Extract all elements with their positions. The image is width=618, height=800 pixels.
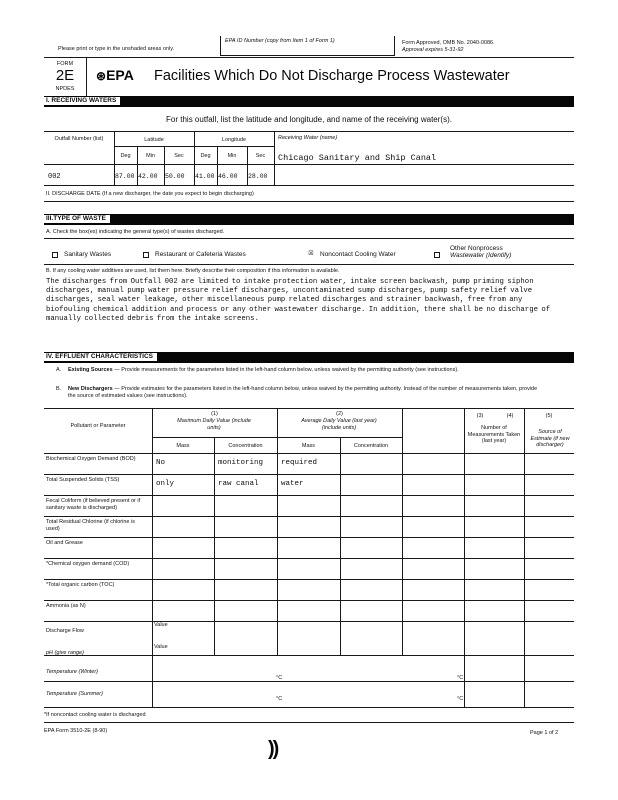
pollutant-name: Total Residual Chlorine (if chlorine is used) (46, 519, 135, 532)
effluent-value-c1[interactable]: monitoring (218, 459, 264, 467)
effluent-table (44, 408, 574, 708)
discharge-flow-value-label: Value (154, 622, 168, 628)
section-1-bar (44, 96, 574, 107)
col-2-number: (2) (336, 411, 343, 417)
cooling-water-description[interactable]: The discharges from Outfall 002 are limited to intake protection water, intake screen backwash, pump priming siphon discharges, manual pump water pressure relief discharges, uncontaminated sump discharges, pump safety relief valve discharges, seal water leakage, other miscellaneous pump related discharges and strainer backwash, free from any biofouling chemical addition and process or any other wastewater discharge. In addition, there shall be no discharge of manually collected debris from the intake screens. (46, 278, 551, 323)
other-label-line2: Wastewater (Identify) (450, 252, 512, 259)
sub-sec: Sec (174, 153, 184, 159)
ph-value-label: Value (154, 644, 168, 650)
item-b-text: New Dischargers — Provide estimates for the parameters listed in the left-hand column below, unless waived by the permitting authority. Instead of the number of measurements taken, provide the source of estimated values (see instructions). (68, 386, 538, 399)
item-b-marker: B. (56, 386, 62, 392)
temp-summer-unit-2: °C (457, 696, 464, 702)
section-1-instruction: For this outfall, list the latitude and longitude, and name of the receiving water(s). (166, 115, 452, 124)
form-number: 2E (55, 66, 75, 84)
handwritten-mark: )) (268, 738, 278, 760)
footnote: *If noncontact cooling water is discharged (44, 712, 146, 718)
epa-id-label: EPA ID Number (copy from Item 1 of Form 1) (225, 38, 335, 44)
pollutant-name: Ammonia (as N) (46, 603, 86, 609)
lat-deg-value[interactable]: 87.00 (115, 173, 135, 180)
col-1-title: Maximum Daily Value (include units) (177, 418, 251, 431)
col-longitude: Longitude (221, 137, 247, 143)
col-3-number: (3) (476, 413, 484, 419)
approval-expires: Approval expires 5-31-92 (402, 47, 464, 53)
form-id-box (44, 58, 87, 97)
print-instruction: Please print or type in the unshaded areas only. (58, 46, 175, 52)
col-1-number: (1) (211, 411, 218, 417)
section-4-bar (44, 352, 574, 363)
pollutant-name: Oil and Grease (46, 540, 83, 546)
pollutant-name: Fecal Coliform (if believed present or if sanitary waste is discharged) (46, 498, 141, 511)
lon-sec-value[interactable]: 28.00 (248, 173, 268, 180)
col-outfall: Outfall Number (list) (54, 136, 104, 142)
temp-winter-label: Temperature (Winter) (46, 669, 99, 675)
pollutant-name: Biochemical Oxygen Demand (BOD) (46, 456, 136, 462)
effluent-value-m2[interactable]: required (281, 459, 318, 467)
receiving-water-value[interactable]: Chicago Sanitary and Ship Canal (278, 153, 437, 163)
sub-deg-2: Deg (200, 153, 211, 159)
noncontact-label: Noncontact Cooling Water (320, 251, 396, 258)
section-3-heading: III.TYPE OF WASTE (44, 215, 110, 223)
other-label-line1: Other Nonprocess (450, 245, 503, 252)
row-divider (44, 579, 574, 580)
pollutant-name: Total Suspended Solids (TSS) (46, 477, 120, 483)
col-3-title: Number of Measurements Taken (last year) (467, 425, 521, 444)
lat-sec-value[interactable]: 50.00 (165, 173, 185, 180)
row-divider (44, 537, 574, 538)
waste-type-instruction: A. Check the box(es) indicating the general type(s) of wastes discharged. (46, 229, 225, 235)
col-4-number: (4) (506, 413, 514, 419)
other-nonprocess-checkbox[interactable] (434, 252, 440, 258)
lat-min-value[interactable]: 42.00 (138, 173, 158, 180)
sub-mass-2: Mass (301, 443, 316, 449)
temp-summer-unit-1: °C (276, 696, 283, 702)
npdes-label: NPDES (55, 85, 75, 92)
item-a-text: Existing Sources — Provide measurements for the parameters listed in the left-hand column below, unless waived by the permitting authority (see instructions). (68, 367, 459, 373)
sub-conc-1: Concentration (228, 443, 263, 449)
outfall-value[interactable]: 002 (48, 173, 61, 181)
col-pollutant: Pollutant or Parameter (70, 423, 126, 429)
omb-number: Form Approved, OMB No. 2040-0086. (402, 40, 495, 46)
sub-min: Min (146, 153, 155, 159)
form-header (44, 57, 574, 97)
item-a-marker: A. (56, 367, 62, 373)
sub-min-2: Min (227, 153, 237, 159)
form-id-footer: EPA Form 3510-2E (8-90) (44, 728, 108, 734)
page-number: Page 1 of 2 (530, 730, 559, 736)
effluent-value-m2[interactable]: water (281, 480, 304, 488)
ph-label: pH (give range) (46, 650, 84, 656)
lon-deg-value[interactable]: 41.00 (195, 173, 215, 180)
sub-conc-2: Concentration (353, 443, 389, 449)
discharge-date-label: II. DISCHARGE DATE (If a new discharger, the date you expect to begin discharging) (46, 191, 254, 197)
sanitary-label: Sanitary Wastes (64, 251, 112, 258)
noncontact-checkbox[interactable]: ☒ (308, 251, 314, 257)
epa-logo: ⊛EPA (96, 67, 134, 83)
col-2-title: Average Daily Value (last year) (include units) (301, 418, 377, 431)
section-3-bar (44, 214, 574, 225)
row-divider (44, 474, 574, 475)
sub-mass-1: Mass (176, 443, 190, 449)
temp-summer-label: Temperature (Summer) (46, 691, 103, 697)
row-divider (44, 621, 574, 622)
receiving-waters-table (44, 131, 574, 186)
pollutant-name: *Chemical oxygen demand (COD) (46, 561, 130, 567)
effluent-value-m1[interactable]: only (156, 480, 175, 488)
section-1-heading: I. RECEIVING WATERS (44, 97, 120, 105)
pollutant-name: *Total organic carbon (TOC) (46, 582, 115, 588)
lon-min-value[interactable]: 46.00 (218, 173, 238, 180)
row-divider (44, 495, 574, 496)
row-divider (44, 516, 574, 517)
restaurant-label: Restaurant or Cafeteria Wastes (155, 251, 246, 258)
discharge-flow-label: Discharge Flow (46, 628, 84, 634)
row-divider (44, 558, 574, 559)
section-4-heading: IV. EFFLUENT CHARACTERISTICS (44, 353, 157, 361)
sub-deg: Deg (120, 153, 131, 159)
col-5-title: Source of Estimate (if new discharger) (530, 429, 570, 448)
epa-logo-icon: ⊛ (96, 69, 107, 83)
temp-winter-unit-1: °C (276, 675, 283, 681)
temp-winter-unit-2: °C (457, 675, 464, 681)
epa-id-field[interactable] (220, 36, 395, 56)
restaurant-checkbox[interactable] (143, 252, 149, 258)
col-receiving-water: Receiving Water (name) (278, 135, 338, 141)
effluent-value-c1[interactable]: raw canal (218, 480, 259, 488)
effluent-value-m1[interactable]: No (156, 459, 166, 467)
sub-sec-2: Sec (255, 153, 266, 159)
form-title: Facilities Which Do Not Discharge Process Wastewater (154, 68, 510, 84)
col-5-number: (5) (545, 413, 553, 419)
row-divider (44, 600, 574, 601)
additives-instruction: B. If any cooling water additives are used, list them here. Briefly describe their composition if this information is available. (46, 268, 340, 274)
col-latitude: Latitude (144, 137, 164, 143)
sanitary-checkbox[interactable] (52, 252, 58, 258)
form-label: FORM (56, 61, 74, 67)
